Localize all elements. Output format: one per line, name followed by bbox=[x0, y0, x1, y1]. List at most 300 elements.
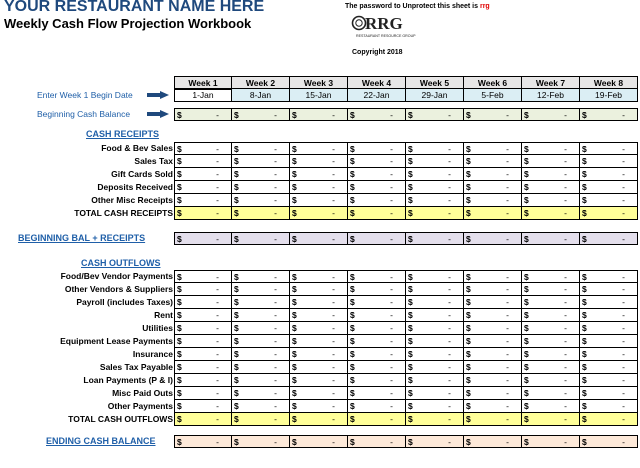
outflow-label: Equipment Lease Payments bbox=[60, 336, 173, 346]
currency-symbol: $ bbox=[292, 234, 297, 244]
currency-symbol: $ bbox=[582, 195, 587, 205]
amount-cell[interactable] bbox=[348, 108, 406, 121]
amount-cell[interactable] bbox=[522, 435, 580, 448]
amount-cell[interactable] bbox=[174, 283, 232, 296]
amount-value: - bbox=[448, 336, 451, 346]
currency-symbol: $ bbox=[582, 437, 587, 447]
amount-cell[interactable] bbox=[348, 387, 406, 400]
amount-cell[interactable] bbox=[406, 108, 464, 121]
password-value: rrg bbox=[479, 3, 490, 10]
amount-cell[interactable] bbox=[522, 361, 580, 374]
amount-value: - bbox=[622, 323, 625, 333]
amount-cell[interactable] bbox=[232, 435, 290, 448]
amount-cell[interactable] bbox=[174, 374, 232, 387]
currency-symbol: $ bbox=[177, 297, 182, 307]
amount-cell[interactable] bbox=[290, 435, 348, 448]
week-header-cell: Week 3 bbox=[290, 76, 348, 89]
amount-value: - bbox=[448, 323, 451, 333]
currency-symbol: $ bbox=[466, 156, 471, 166]
amount-cell[interactable] bbox=[174, 309, 232, 322]
amount-cell[interactable] bbox=[464, 194, 522, 207]
currency-symbol: $ bbox=[582, 401, 587, 411]
amount-value: - bbox=[506, 110, 509, 120]
amount-cell[interactable] bbox=[580, 108, 638, 121]
receipt-label: Sales Tax bbox=[134, 156, 173, 166]
date-cell[interactable]: 8-Jan bbox=[232, 89, 290, 102]
amount-cell[interactable] bbox=[174, 142, 232, 155]
amount-cell[interactable] bbox=[580, 400, 638, 413]
amount-cell[interactable] bbox=[522, 374, 580, 387]
amount-cell[interactable] bbox=[348, 232, 406, 245]
amount-value: - bbox=[448, 362, 451, 372]
currency-symbol: $ bbox=[234, 362, 239, 372]
amount-value: - bbox=[274, 195, 277, 205]
amount-value: - bbox=[506, 437, 509, 447]
amount-cell[interactable] bbox=[232, 270, 290, 283]
currency-symbol: $ bbox=[177, 388, 182, 398]
date-cell[interactable]: 12-Feb bbox=[522, 89, 580, 102]
week-header-cell: Week 4 bbox=[348, 76, 406, 89]
amount-cell[interactable] bbox=[232, 283, 290, 296]
amount-cell[interactable] bbox=[464, 413, 522, 426]
amount-value: - bbox=[390, 195, 393, 205]
amount-cell[interactable] bbox=[406, 361, 464, 374]
amount-value: - bbox=[390, 182, 393, 192]
amount-cell[interactable] bbox=[406, 322, 464, 335]
amount-cell[interactable] bbox=[464, 181, 522, 194]
currency-symbol: $ bbox=[408, 388, 413, 398]
amount-cell[interactable] bbox=[464, 387, 522, 400]
currency-symbol: $ bbox=[466, 182, 471, 192]
amount-cell[interactable] bbox=[290, 181, 348, 194]
amount-cell[interactable] bbox=[232, 322, 290, 335]
amount-cell[interactable] bbox=[464, 361, 522, 374]
date-cell[interactable]: 22-Jan bbox=[348, 89, 406, 102]
date-cell[interactable]: 19-Feb bbox=[580, 89, 638, 102]
amount-value: - bbox=[332, 169, 335, 179]
logo-subtext: RESTAURANT RESOURCE GROUP bbox=[356, 34, 416, 38]
receipt-row bbox=[0, 142, 640, 155]
amount-value: - bbox=[448, 182, 451, 192]
amount-cell[interactable] bbox=[464, 309, 522, 322]
amount-cell[interactable] bbox=[464, 270, 522, 283]
currency-symbol: $ bbox=[466, 388, 471, 398]
amount-value: - bbox=[506, 208, 509, 218]
amount-cell[interactable] bbox=[348, 270, 406, 283]
amount-cell[interactable] bbox=[464, 232, 522, 245]
amount-cell[interactable] bbox=[406, 435, 464, 448]
currency-symbol: $ bbox=[350, 401, 355, 411]
outflow-label: Other Payments bbox=[107, 401, 173, 411]
amount-cell[interactable] bbox=[290, 108, 348, 121]
currency-symbol: $ bbox=[350, 272, 355, 282]
currency-symbol: $ bbox=[582, 169, 587, 179]
currency-symbol: $ bbox=[524, 349, 529, 359]
amount-cell[interactable] bbox=[290, 361, 348, 374]
amount-cell[interactable] bbox=[406, 400, 464, 413]
amount-value: - bbox=[274, 297, 277, 307]
amount-cell[interactable] bbox=[580, 207, 638, 220]
amount-cell[interactable] bbox=[290, 296, 348, 309]
amount-value: - bbox=[506, 323, 509, 333]
amount-cell[interactable] bbox=[522, 270, 580, 283]
amount-cell[interactable] bbox=[522, 283, 580, 296]
currency-symbol: $ bbox=[292, 297, 297, 307]
amount-cell[interactable] bbox=[580, 155, 638, 168]
currency-symbol: $ bbox=[466, 336, 471, 346]
amount-cell[interactable] bbox=[348, 374, 406, 387]
amount-cell[interactable] bbox=[174, 181, 232, 194]
amount-cell[interactable] bbox=[580, 374, 638, 387]
amount-cell[interactable] bbox=[580, 142, 638, 155]
amount-cell[interactable] bbox=[232, 108, 290, 121]
amount-value: - bbox=[448, 388, 451, 398]
amount-cell[interactable] bbox=[522, 194, 580, 207]
currency-symbol: $ bbox=[408, 169, 413, 179]
amount-cell[interactable] bbox=[406, 181, 464, 194]
amount-cell[interactable] bbox=[580, 283, 638, 296]
currency-symbol: $ bbox=[408, 323, 413, 333]
amount-cell[interactable] bbox=[174, 413, 232, 426]
amount-cell[interactable] bbox=[580, 270, 638, 283]
amount-cell[interactable] bbox=[348, 142, 406, 155]
amount-cell[interactable] bbox=[406, 283, 464, 296]
amount-cell[interactable] bbox=[232, 194, 290, 207]
date-cell[interactable]: 1-Jan bbox=[174, 89, 232, 102]
currency-symbol: $ bbox=[177, 310, 182, 320]
amount-cell[interactable] bbox=[406, 270, 464, 283]
outflow-label: Food/Bev Vendor Payments bbox=[60, 271, 173, 281]
amount-cell[interactable] bbox=[290, 142, 348, 155]
amount-value: - bbox=[506, 272, 509, 282]
outflow-row bbox=[0, 348, 640, 361]
currency-symbol: $ bbox=[177, 208, 182, 218]
amount-cell[interactable] bbox=[580, 387, 638, 400]
amount-value: - bbox=[216, 323, 219, 333]
amount-cell[interactable] bbox=[232, 168, 290, 181]
currency-symbol: $ bbox=[524, 336, 529, 346]
amount-cell[interactable] bbox=[174, 322, 232, 335]
amount-cell[interactable] bbox=[174, 155, 232, 168]
date-cell[interactable]: 5-Feb bbox=[464, 89, 522, 102]
amount-cell[interactable] bbox=[348, 400, 406, 413]
amount-cell[interactable] bbox=[348, 155, 406, 168]
amount-value: - bbox=[622, 310, 625, 320]
amount-cell[interactable] bbox=[406, 155, 464, 168]
amount-cell[interactable] bbox=[232, 296, 290, 309]
amount-value: - bbox=[274, 284, 277, 294]
amount-cell[interactable] bbox=[522, 232, 580, 245]
currency-symbol: $ bbox=[292, 156, 297, 166]
password-note-text: The password to Unprotect this sheet is bbox=[345, 3, 479, 10]
amount-cell[interactable] bbox=[348, 413, 406, 426]
amount-value: - bbox=[274, 401, 277, 411]
amount-value: - bbox=[448, 437, 451, 447]
amount-value: - bbox=[564, 414, 567, 424]
amount-cell[interactable] bbox=[464, 435, 522, 448]
amount-value: - bbox=[448, 297, 451, 307]
amount-cell[interactable] bbox=[406, 168, 464, 181]
currency-symbol: $ bbox=[177, 144, 182, 154]
amount-value: - bbox=[506, 375, 509, 385]
amount-value: - bbox=[332, 284, 335, 294]
amount-cell[interactable] bbox=[580, 348, 638, 361]
amount-cell[interactable] bbox=[174, 348, 232, 361]
amount-value: - bbox=[622, 208, 625, 218]
amount-cell[interactable] bbox=[290, 413, 348, 426]
amount-value: - bbox=[390, 401, 393, 411]
currency-symbol: $ bbox=[582, 284, 587, 294]
amount-cell[interactable] bbox=[232, 309, 290, 322]
amount-cell[interactable] bbox=[348, 283, 406, 296]
amount-cell[interactable] bbox=[522, 181, 580, 194]
amount-cell[interactable] bbox=[290, 270, 348, 283]
amount-value: - bbox=[332, 110, 335, 120]
amount-cell[interactable] bbox=[348, 181, 406, 194]
amount-cell[interactable] bbox=[464, 283, 522, 296]
amount-cell[interactable] bbox=[232, 155, 290, 168]
amount-cell[interactable] bbox=[174, 435, 232, 448]
currency-symbol: $ bbox=[524, 297, 529, 307]
amount-cell[interactable] bbox=[348, 335, 406, 348]
amount-value: - bbox=[448, 310, 451, 320]
amount-cell[interactable] bbox=[348, 296, 406, 309]
amount-cell[interactable] bbox=[522, 168, 580, 181]
amount-cell[interactable] bbox=[290, 400, 348, 413]
amount-cell[interactable] bbox=[464, 400, 522, 413]
amount-cell[interactable] bbox=[406, 296, 464, 309]
currency-symbol: $ bbox=[234, 156, 239, 166]
currency-symbol: $ bbox=[524, 401, 529, 411]
amount-cell[interactable] bbox=[522, 400, 580, 413]
currency-symbol: $ bbox=[582, 362, 587, 372]
amount-cell[interactable] bbox=[290, 194, 348, 207]
outflow-row bbox=[0, 322, 640, 335]
amount-value: - bbox=[564, 336, 567, 346]
amount-cell[interactable] bbox=[232, 207, 290, 220]
currency-symbol: $ bbox=[350, 414, 355, 424]
amount-cell[interactable] bbox=[174, 361, 232, 374]
amount-cell[interactable] bbox=[290, 283, 348, 296]
amount-cell[interactable] bbox=[406, 374, 464, 387]
amount-value: - bbox=[448, 169, 451, 179]
amount-cell[interactable] bbox=[348, 322, 406, 335]
currency-symbol: $ bbox=[177, 169, 182, 179]
amount-cell[interactable] bbox=[580, 322, 638, 335]
amount-value: - bbox=[274, 388, 277, 398]
currency-symbol: $ bbox=[466, 284, 471, 294]
amount-value: - bbox=[216, 336, 219, 346]
amount-value: - bbox=[274, 414, 277, 424]
receipt-row bbox=[0, 168, 640, 181]
amount-cell[interactable] bbox=[464, 348, 522, 361]
amount-cell[interactable] bbox=[174, 168, 232, 181]
amount-cell[interactable] bbox=[406, 207, 464, 220]
amount-cell[interactable] bbox=[522, 322, 580, 335]
currency-symbol: $ bbox=[292, 375, 297, 385]
amount-cell[interactable] bbox=[348, 435, 406, 448]
amount-cell[interactable] bbox=[522, 108, 580, 121]
amount-cell[interactable] bbox=[348, 309, 406, 322]
amount-cell[interactable] bbox=[522, 335, 580, 348]
amount-value: - bbox=[506, 414, 509, 424]
amount-cell[interactable] bbox=[406, 142, 464, 155]
amount-cell[interactable] bbox=[348, 168, 406, 181]
amount-cell[interactable] bbox=[232, 400, 290, 413]
amount-cell[interactable] bbox=[174, 270, 232, 283]
amount-value: - bbox=[564, 195, 567, 205]
amount-cell[interactable] bbox=[232, 335, 290, 348]
amount-cell[interactable] bbox=[464, 374, 522, 387]
amount-cell[interactable] bbox=[522, 387, 580, 400]
amount-cell[interactable] bbox=[232, 361, 290, 374]
currency-symbol: $ bbox=[292, 195, 297, 205]
amount-value: - bbox=[448, 401, 451, 411]
amount-value: - bbox=[390, 388, 393, 398]
amount-cell[interactable] bbox=[290, 155, 348, 168]
amount-cell[interactable] bbox=[580, 194, 638, 207]
amount-value: - bbox=[274, 208, 277, 218]
amount-value: - bbox=[390, 110, 393, 120]
amount-cell[interactable] bbox=[464, 335, 522, 348]
amount-cell[interactable] bbox=[290, 335, 348, 348]
currency-symbol: $ bbox=[582, 182, 587, 192]
amount-cell[interactable] bbox=[580, 309, 638, 322]
amount-value: - bbox=[506, 336, 509, 346]
amount-cell[interactable] bbox=[522, 142, 580, 155]
amount-cell[interactable] bbox=[290, 387, 348, 400]
amount-value: - bbox=[216, 208, 219, 218]
amount-cell[interactable] bbox=[522, 155, 580, 168]
currency-symbol: $ bbox=[582, 414, 587, 424]
amount-cell[interactable] bbox=[464, 142, 522, 155]
amount-value: - bbox=[216, 297, 219, 307]
currency-symbol: $ bbox=[466, 144, 471, 154]
amount-value: - bbox=[448, 195, 451, 205]
amount-cell[interactable] bbox=[348, 348, 406, 361]
amount-value: - bbox=[506, 195, 509, 205]
amount-cell[interactable] bbox=[174, 387, 232, 400]
amount-cell[interactable] bbox=[290, 232, 348, 245]
currency-symbol: $ bbox=[177, 401, 182, 411]
amount-cell[interactable] bbox=[348, 207, 406, 220]
amount-value: - bbox=[390, 375, 393, 385]
amount-cell[interactable] bbox=[580, 296, 638, 309]
currency-symbol: $ bbox=[408, 437, 413, 447]
amount-value: - bbox=[216, 414, 219, 424]
amount-value: - bbox=[332, 414, 335, 424]
amount-cell[interactable] bbox=[580, 413, 638, 426]
amount-cell[interactable] bbox=[290, 374, 348, 387]
amount-cell[interactable] bbox=[174, 335, 232, 348]
currency-symbol: $ bbox=[177, 182, 182, 192]
amount-cell[interactable] bbox=[232, 413, 290, 426]
amount-cell[interactable] bbox=[580, 335, 638, 348]
beginning-plus-receipts-heading: BEGINNING BAL + RECEIPTS bbox=[18, 233, 146, 243]
amount-cell[interactable] bbox=[522, 296, 580, 309]
amount-cell[interactable] bbox=[290, 168, 348, 181]
amount-cell[interactable] bbox=[290, 348, 348, 361]
amount-cell[interactable] bbox=[406, 232, 464, 245]
week-header-cell: Week 6 bbox=[464, 76, 522, 89]
amount-value: - bbox=[506, 234, 509, 244]
amount-cell[interactable] bbox=[406, 309, 464, 322]
amount-cell[interactable] bbox=[348, 361, 406, 374]
currency-symbol: $ bbox=[408, 272, 413, 282]
currency-symbol: $ bbox=[177, 414, 182, 424]
amount-cell[interactable] bbox=[232, 348, 290, 361]
amount-value: - bbox=[506, 169, 509, 179]
amount-cell[interactable] bbox=[522, 309, 580, 322]
amount-cell[interactable] bbox=[290, 309, 348, 322]
amount-cell[interactable] bbox=[232, 181, 290, 194]
amount-cell[interactable] bbox=[174, 296, 232, 309]
amount-cell[interactable] bbox=[580, 361, 638, 374]
amount-value: - bbox=[216, 349, 219, 359]
amount-cell[interactable] bbox=[174, 207, 232, 220]
amount-value: - bbox=[564, 362, 567, 372]
amount-value: - bbox=[216, 272, 219, 282]
amount-cell[interactable] bbox=[464, 155, 522, 168]
currency-symbol: $ bbox=[234, 336, 239, 346]
amount-cell[interactable] bbox=[580, 435, 638, 448]
amount-cell[interactable] bbox=[232, 374, 290, 387]
currency-symbol: $ bbox=[582, 349, 587, 359]
currency-symbol: $ bbox=[292, 272, 297, 282]
amount-cell[interactable] bbox=[406, 194, 464, 207]
currency-symbol: $ bbox=[466, 195, 471, 205]
amount-cell[interactable] bbox=[464, 296, 522, 309]
amount-cell[interactable] bbox=[406, 348, 464, 361]
currency-symbol: $ bbox=[292, 144, 297, 154]
amount-cell[interactable] bbox=[232, 387, 290, 400]
amount-cell[interactable] bbox=[174, 194, 232, 207]
date-cell[interactable]: 15-Jan bbox=[290, 89, 348, 102]
currency-symbol: $ bbox=[524, 284, 529, 294]
amount-value: - bbox=[332, 437, 335, 447]
amount-cell[interactable] bbox=[174, 232, 232, 245]
amount-cell[interactable] bbox=[232, 142, 290, 155]
amount-cell[interactable] bbox=[464, 207, 522, 220]
amount-cell[interactable] bbox=[174, 108, 232, 121]
amount-cell[interactable] bbox=[464, 168, 522, 181]
amount-cell[interactable] bbox=[348, 194, 406, 207]
amount-cell[interactable] bbox=[522, 413, 580, 426]
currency-symbol: $ bbox=[350, 144, 355, 154]
amount-cell[interactable] bbox=[406, 335, 464, 348]
amount-cell[interactable] bbox=[290, 322, 348, 335]
currency-symbol: $ bbox=[234, 323, 239, 333]
date-cell[interactable]: 29-Jan bbox=[406, 89, 464, 102]
currency-symbol: $ bbox=[524, 414, 529, 424]
amount-cell[interactable] bbox=[406, 413, 464, 426]
amount-cell[interactable] bbox=[464, 322, 522, 335]
amount-cell[interactable] bbox=[580, 181, 638, 194]
amount-cell[interactable] bbox=[464, 108, 522, 121]
amount-cell[interactable] bbox=[290, 207, 348, 220]
currency-symbol: $ bbox=[408, 284, 413, 294]
currency-symbol: $ bbox=[292, 388, 297, 398]
amount-cell[interactable] bbox=[174, 400, 232, 413]
currency-symbol: $ bbox=[177, 234, 182, 244]
amount-cell[interactable] bbox=[580, 232, 638, 245]
amount-cell[interactable] bbox=[522, 207, 580, 220]
amount-cell[interactable] bbox=[522, 348, 580, 361]
amount-cell[interactable] bbox=[406, 387, 464, 400]
amount-cell[interactable] bbox=[232, 232, 290, 245]
currency-symbol: $ bbox=[408, 195, 413, 205]
amount-cell[interactable] bbox=[580, 168, 638, 181]
